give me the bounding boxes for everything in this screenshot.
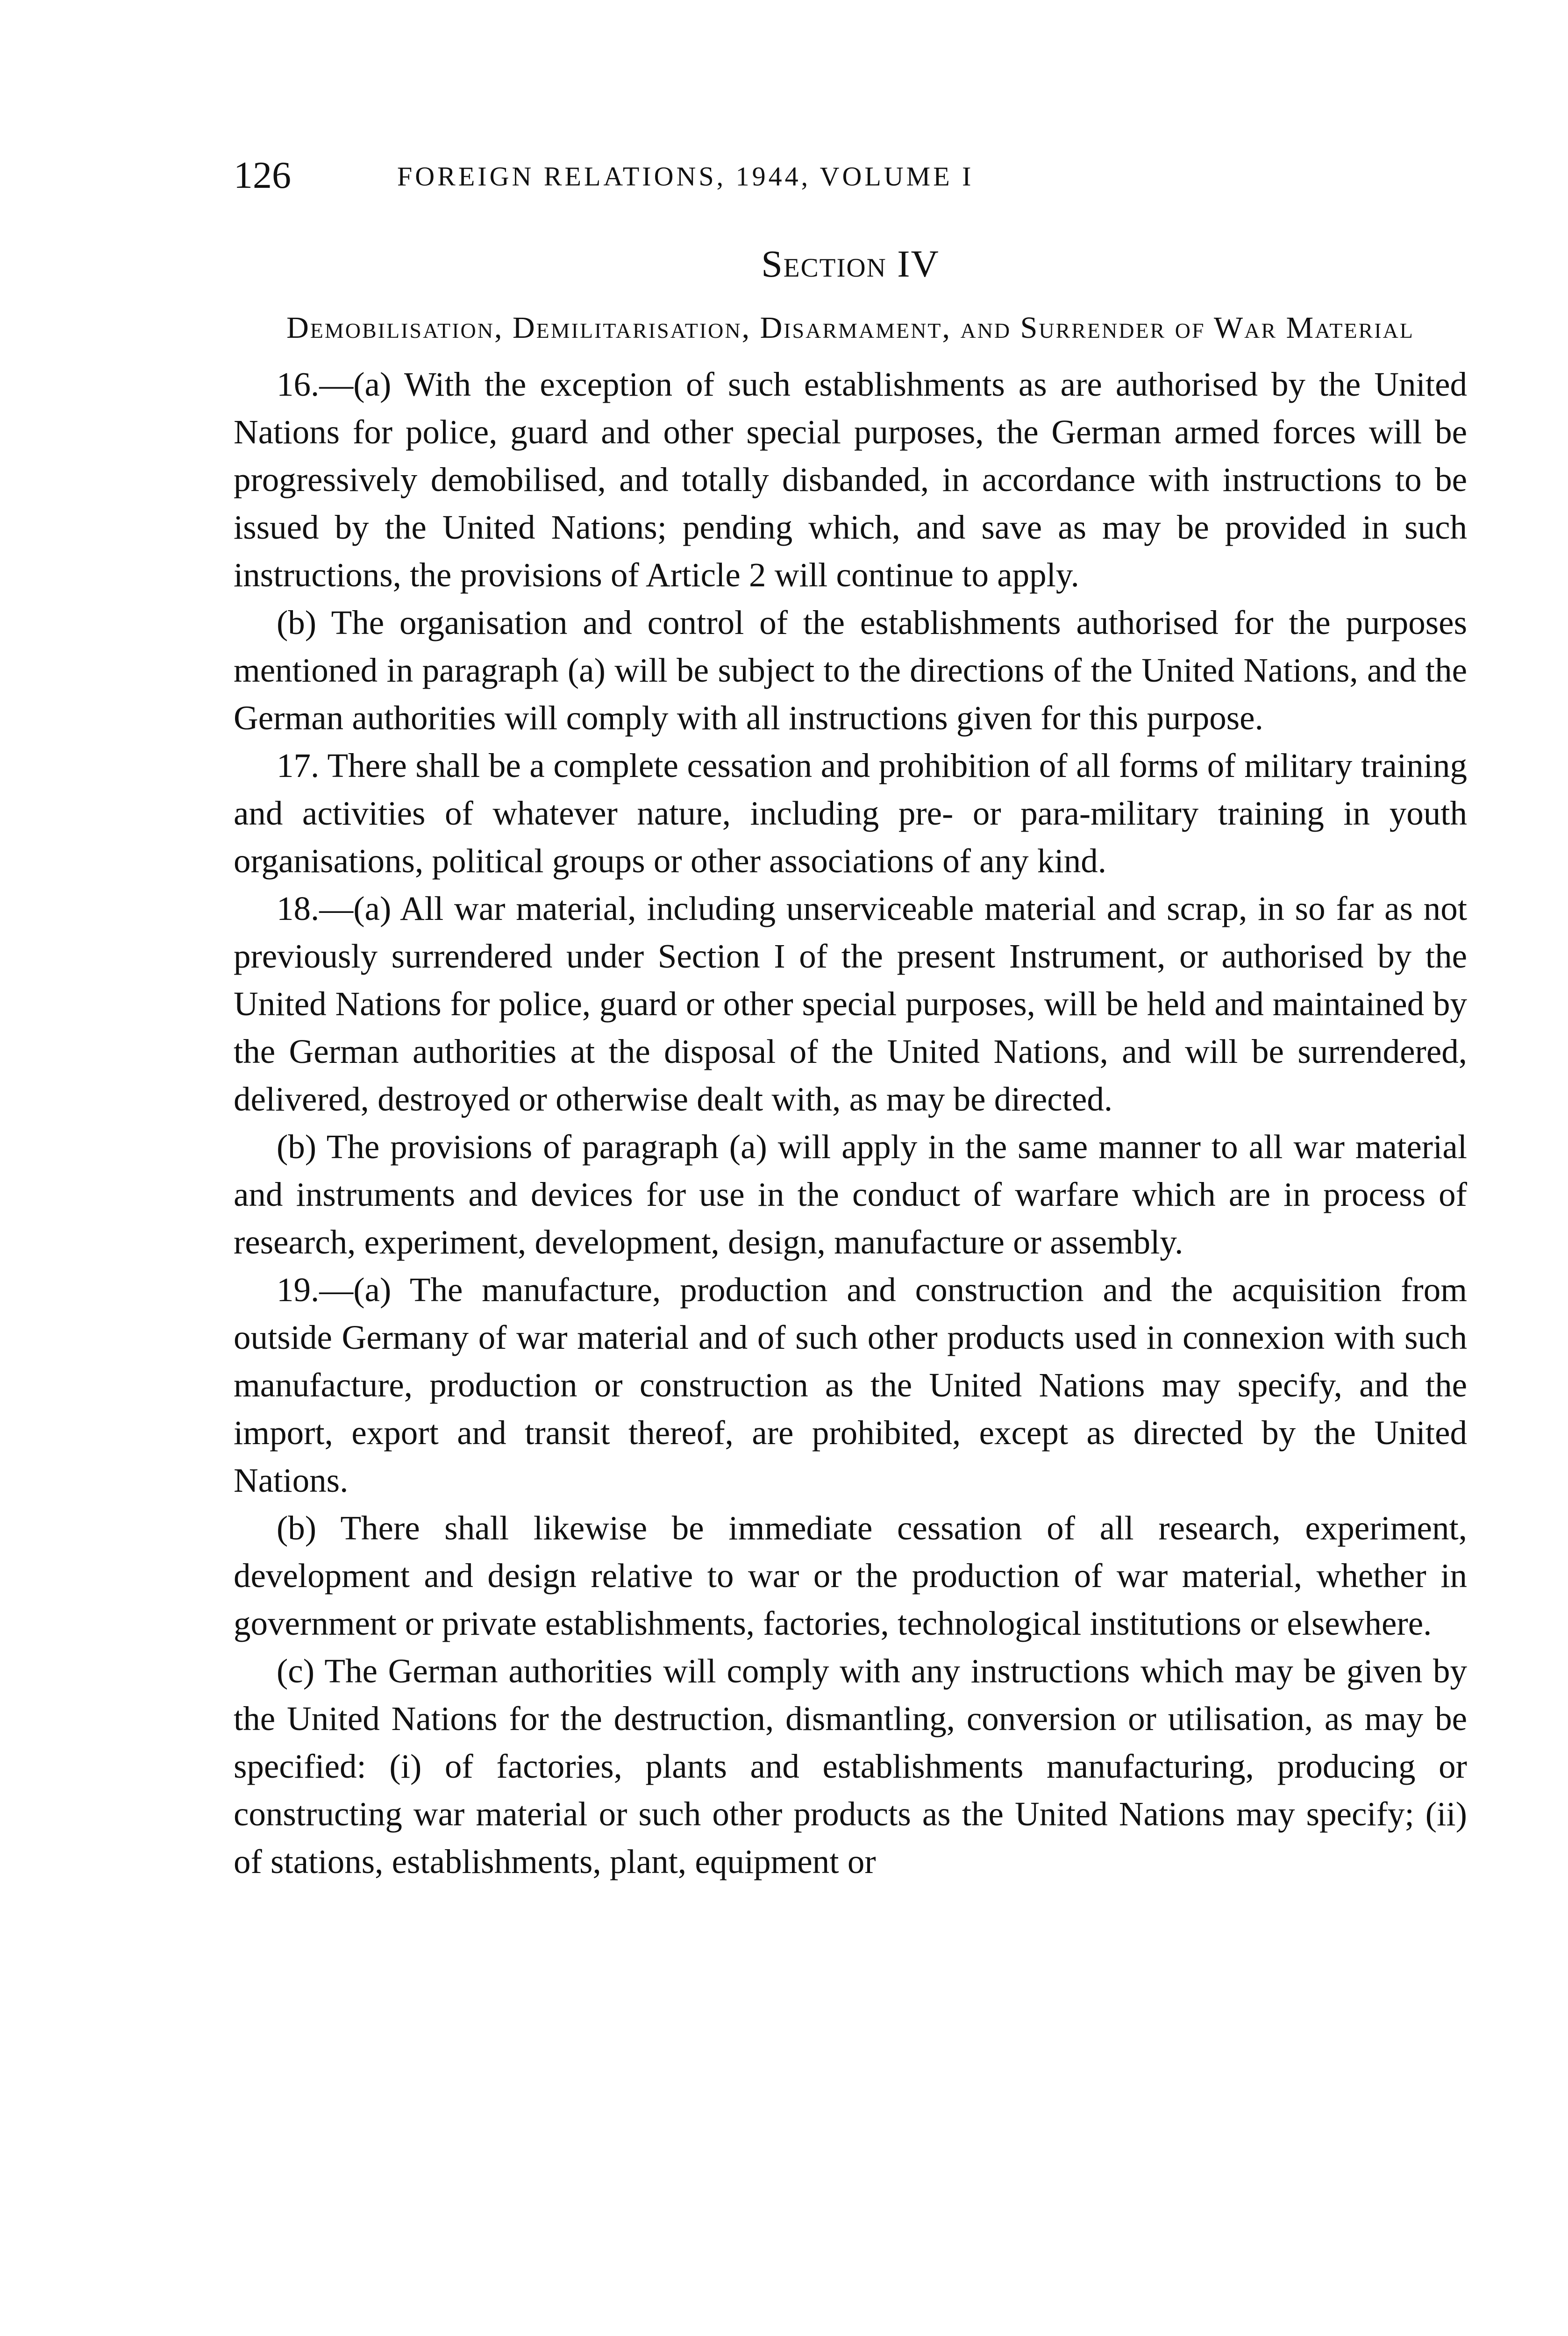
paragraph-16a: 16.—(a) With the exception of such establishments as are authorised by the United Nations for police, guard and other special purposes, the German armed forces will be progressively demobilised, and totally disbanded, in accordance with instructions to be issued by the United Nations; pending which, and save as may be provided in such instructions, the provisions of Article 2 will continue to apply.: [234, 365, 1467, 594]
section-subheading: Demobilisation, Demilitarisation, Disarmament, and Surrender of War Material: [286, 311, 1414, 345]
paragraph-18b: (b) The provisions of paragraph (a) will apply in the same manner to all war material and instruments and devices for use in the conduct of warfare which are in process of research, experiment, development, design, manufacture or assembly.: [234, 1128, 1467, 1261]
page-body: [234, 238, 1467, 1886]
running-head: FOREIGN RELATIONS, 1944, VOLUME I: [397, 161, 974, 192]
paragraph-19b: (b) There shall likewise be immediate cessation of all research, experiment, development and design relative to war or the production of war material, whether in government or private establishments, factories, technological institutions or elsewhere.: [234, 1509, 1467, 1642]
section-heading: Section IV: [761, 242, 940, 285]
page-header: [234, 150, 1451, 201]
page-number: 126: [234, 154, 291, 196]
paragraph-17: 17. There shall be a complete cessation and prohibition of all forms of military training and activities of whatever nature, including pre- or para-military training in youth organisations, political groups or other associations of any kind.: [234, 747, 1467, 880]
paragraph-18a: 18.—(a) All war material, including unserviceable material and scrap, in so far as not previously surrendered under Section I of the present Instrument, or authorised by the United Nations for police, guard or other special purposes, will be held and maintained by the German authorities at the disposal of the United Nations, and will be surrendered, delivered, destroyed or otherwise dealt with, as may be directed.: [234, 890, 1467, 1118]
paragraph-16b: (b) The organisation and control of the establishments authorised for the purposes mentioned in paragraph (a) will be subject to the directions of the United Nations, and the German authorities will comply with all instructions given for this purpose.: [234, 604, 1467, 737]
paragraph-19c: (c) The German authorities will comply with any instructions which may be given by the United Nations for the destruction, dismantling, conversion or utilisation, as may be specified: (i) of factories, plants and establishments manufacturing, producing or constructing war material or such other products as the United Nations may specify; (ii) of stations, establishments, plant, equipment or: [234, 1652, 1467, 1880]
paragraph-19a: 19.—(a) The manufacture, production and construction and the acquisition from outside Germany of war material and of such other products used in connexion with such manufacture, production or construction as the United Nations may specify, and the import, export and transit thereof, are prohibited, except as directed by the United Nations.: [234, 1271, 1467, 1499]
